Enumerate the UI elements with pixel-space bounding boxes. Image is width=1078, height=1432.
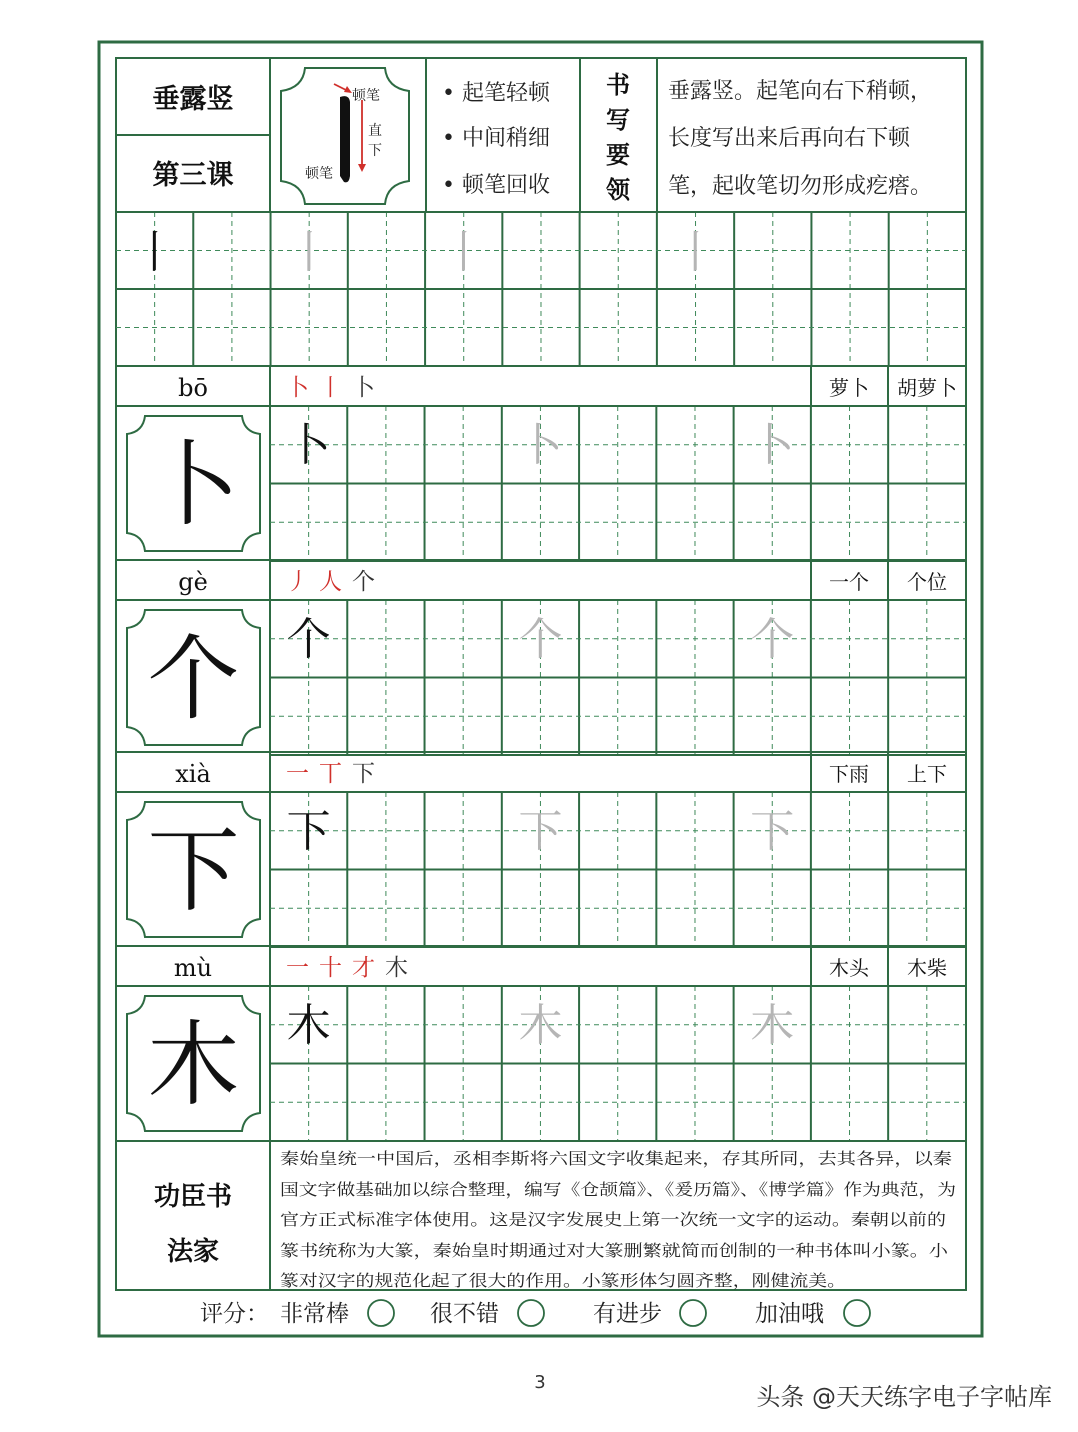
- calligrapher-text-1: 秦始皇统一中国后，丞相李斯将六国文字收集起来，存其所同，去其各异，以秦: [280, 1149, 952, 1168]
- lesson-label: 第三课: [152, 160, 234, 191]
- trace-character: 个: [518, 614, 563, 665]
- stroke-order-step: 一: [286, 955, 309, 981]
- rating-checkbox-4[interactable]: [844, 1300, 870, 1326]
- model-character: 卜: [147, 431, 240, 539]
- point-3: • 顿笔回收: [442, 173, 550, 198]
- trace-character: 卜: [750, 420, 795, 471]
- pinyin-label: mù: [173, 954, 213, 982]
- example-word: 木头: [829, 956, 869, 980]
- rating-checkbox-2[interactable]: [518, 1300, 544, 1326]
- rating-row: [200, 1300, 870, 1327]
- description-line-2: 长度写出来后再向右下顿: [668, 126, 911, 151]
- description-line-1: 垂露竖。起笔向右下稍顿，: [668, 79, 933, 104]
- stroke-trace-guide: 丨: [673, 227, 718, 278]
- rating-option-2: 很不错: [430, 1301, 499, 1327]
- sample-character: 木: [286, 1000, 331, 1051]
- trace-character: 个: [750, 614, 795, 665]
- description-line-3: 笔，起收笔切勿形成疙瘩。: [668, 174, 933, 199]
- pinyin-label: xià: [175, 760, 211, 788]
- sample-character: 卜: [286, 420, 331, 471]
- example-word: 一个: [829, 570, 869, 594]
- calligrapher-title-2: 法家: [166, 1237, 220, 1267]
- calligrapher-text-5: 篆对汉字的规范化起了很大的作用。小篆形体匀圆齐整，刚健流美。: [280, 1271, 846, 1290]
- essentials-char-2: 写: [606, 105, 630, 134]
- model-character: 个: [147, 625, 240, 733]
- point-2: • 中间稍细: [442, 126, 550, 151]
- calligrapher-title-1: 功臣书: [153, 1182, 233, 1212]
- pinyin-label: bō: [178, 374, 208, 402]
- example-word: 萝卜: [829, 376, 869, 400]
- example-word: 胡萝卜: [897, 376, 957, 400]
- page-number: 3: [534, 1372, 546, 1393]
- stroke-order-step: 十: [319, 955, 342, 981]
- trace-character: 木: [750, 1000, 795, 1051]
- stroke-trace-guide: 丨: [287, 227, 332, 278]
- essentials-char-3: 要: [606, 140, 630, 169]
- stroke-order-step: 丨: [319, 375, 342, 401]
- stroke-trace-guide: 丨: [441, 227, 486, 278]
- model-character: 木: [147, 1011, 240, 1119]
- sample-character: 下: [286, 806, 331, 857]
- rating-checkbox-1[interactable]: [368, 1300, 394, 1326]
- point-1: • 起笔轻顿: [442, 81, 550, 106]
- stroke-order-step: 个: [352, 569, 375, 595]
- stroke-order-step: 一: [286, 761, 309, 787]
- essentials-char-4: 领: [606, 175, 630, 204]
- label-pause-top: 顿笔: [352, 88, 380, 104]
- example-word: 上下: [907, 762, 947, 786]
- sample-character: 个: [286, 614, 331, 665]
- trace-character: 木: [518, 1000, 563, 1051]
- stroke-practice-sample: 丨: [132, 227, 177, 278]
- trace-character: 卜: [518, 420, 563, 471]
- rating-label: 评分：: [200, 1301, 269, 1327]
- stroke-order-step: 丅: [319, 761, 342, 787]
- essentials-char-1: 书: [606, 70, 630, 99]
- stroke-order-step: 才: [352, 955, 375, 981]
- stroke-diagram: [281, 68, 409, 204]
- rating-option-1: 非常棒: [280, 1301, 349, 1327]
- trace-character: 下: [750, 806, 795, 857]
- stroke-order-step: 下: [352, 761, 375, 787]
- watermark: 头条 @天天练字电子字帖库: [756, 1383, 1052, 1411]
- trace-character: 下: [518, 806, 563, 857]
- pinyin-label: gè: [178, 568, 208, 596]
- model-character: 下: [147, 817, 240, 925]
- example-word: 木柴: [907, 956, 947, 980]
- arrow-down-head-icon: [358, 164, 366, 172]
- example-word: 下雨: [829, 762, 869, 786]
- calligrapher-text-2: 国文字做基础加以综合整理，编写《仓颉篇》、《爰历篇》、《博学篇》作为典范，为: [280, 1180, 957, 1199]
- stroke-order-step: 人: [319, 569, 342, 595]
- stroke-order-step: 卜: [352, 375, 375, 401]
- stroke-sample-icon: [340, 96, 350, 182]
- practice-area: [116, 212, 966, 1141]
- calligrapher-text-3: 官方正式标准字体使用。这是汉字发展史上第一次统一文字的运动。秦朝以前的: [280, 1210, 946, 1229]
- calligrapher-text-4: 篆书统称为大篆，秦始皇时期通过对大篆删繁就简而创制的一种书体叫小篆。小: [280, 1241, 950, 1260]
- stroke-name: 垂露竖: [152, 84, 234, 115]
- stroke-order-step: 卜: [286, 375, 309, 401]
- stroke-order-step: 丿: [286, 569, 309, 595]
- stroke-order-step: 木: [385, 955, 408, 981]
- label-pause-bottom: 顿笔: [305, 166, 333, 182]
- label-straight: 直: [368, 123, 382, 139]
- rating-option-4: 加油哦: [755, 1301, 824, 1327]
- example-word: 个位: [907, 570, 947, 594]
- label-down: 下: [368, 143, 382, 159]
- rating-checkbox-3[interactable]: [680, 1300, 706, 1326]
- rating-option-3: 有进步: [593, 1301, 662, 1327]
